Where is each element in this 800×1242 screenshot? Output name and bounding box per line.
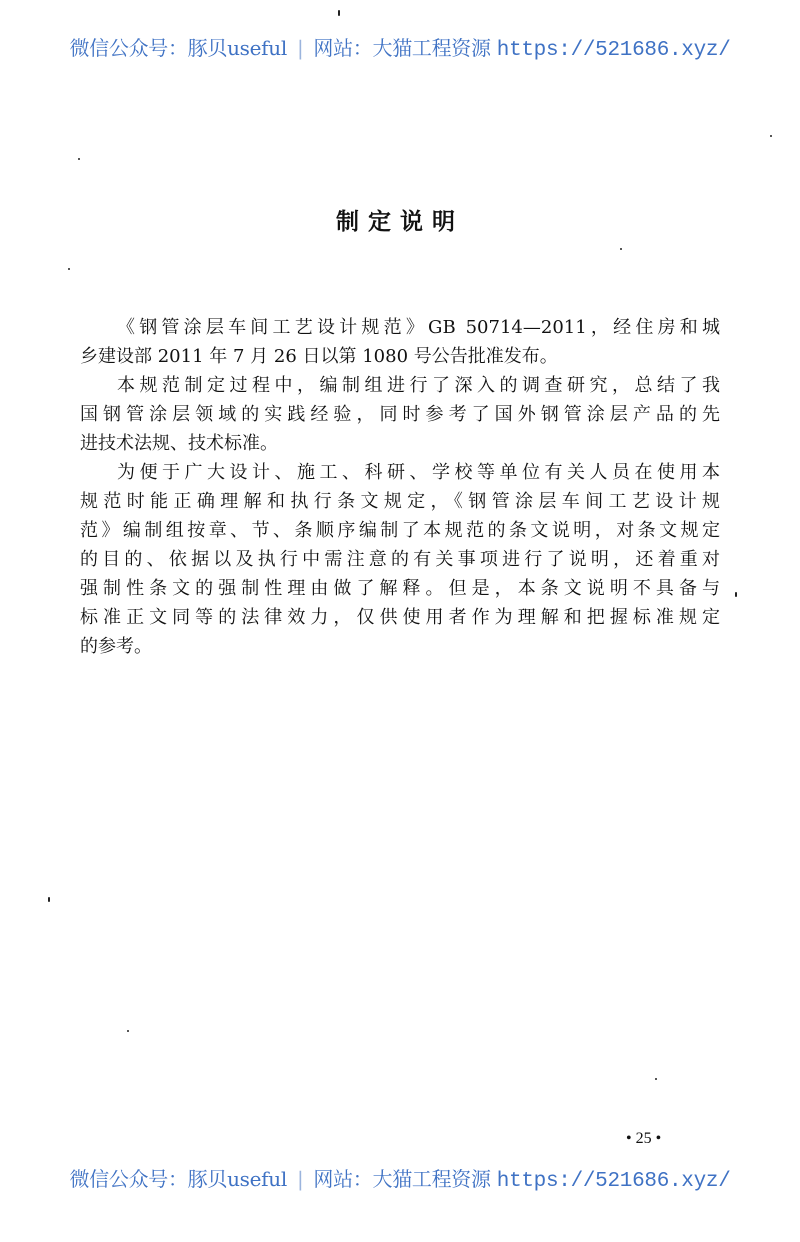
watermark-header: [0, 32, 800, 62]
scan-speck: [735, 592, 737, 597]
watermark-site: 网站：大猫工程资源: [313, 1167, 491, 1191]
paragraph: [80, 313, 720, 371]
text-line: 进技术法规、技术标准。: [80, 433, 278, 454]
watermark-separator: |: [296, 36, 304, 60]
text-line: 乡建设部 2011 年 7 月 26 日以第 1080 号公告批准发布。: [80, 346, 558, 367]
scan-speck: [620, 248, 622, 250]
page-title: 制定说明: [336, 209, 464, 235]
scan-speck: [78, 158, 80, 160]
text-line: 的参考。: [80, 636, 152, 657]
watermark-wechat: 微信公众号：豚贝useful: [69, 1167, 287, 1191]
text-line: 强制性条文的强制性理由做了解释。但是，本条文说明不具备与: [80, 578, 720, 599]
page-number: • 25 •: [626, 1130, 662, 1147]
scan-speck: [338, 10, 340, 16]
watermark-url[interactable]: https://521686.xyz/: [496, 1170, 731, 1193]
text-line: 本规范制定过程中，编制组进行了深入的调查研究，总结了我: [117, 375, 720, 396]
watermark-footer: [0, 1163, 800, 1193]
scan-speck: [127, 1030, 129, 1032]
text-line: 为便于广大设计、施工、科研、学校等单位有关人员在使用本: [117, 462, 720, 483]
text-line: 国钢管涂层领域的实践经验，同时参考了国外钢管涂层产品的先: [80, 404, 720, 425]
scan-speck: [68, 268, 70, 270]
document-body: [80, 313, 720, 661]
watermark-wechat: 微信公众号：豚贝useful: [69, 36, 287, 60]
scan-speck: [770, 135, 772, 137]
text-line: 规范时能正确理解和执行条文规定，《钢管涂层车间工艺设计规: [80, 491, 720, 512]
paragraph: [80, 371, 720, 458]
scan-speck: [48, 897, 50, 902]
text-line: 的目的、依据以及执行中需注意的有关事项进行了说明，还着重对: [80, 549, 720, 570]
text-line: 范》编制组按章、节、条顺序编制了本规范的条文说明，对条文规定: [80, 520, 720, 541]
watermark-separator: |: [296, 1167, 304, 1191]
text-line: 《钢管涂层车间工艺设计规范》GB 50714—2011，经住房和城: [117, 317, 720, 338]
paragraph: [80, 458, 720, 661]
text-line: 标准正文同等的法律效力，仅供使用者作为理解和把握标准规定: [80, 607, 720, 628]
scan-speck: [655, 1078, 657, 1080]
watermark-url[interactable]: https://521686.xyz/: [496, 39, 731, 62]
watermark-site: 网站：大猫工程资源: [313, 36, 491, 60]
